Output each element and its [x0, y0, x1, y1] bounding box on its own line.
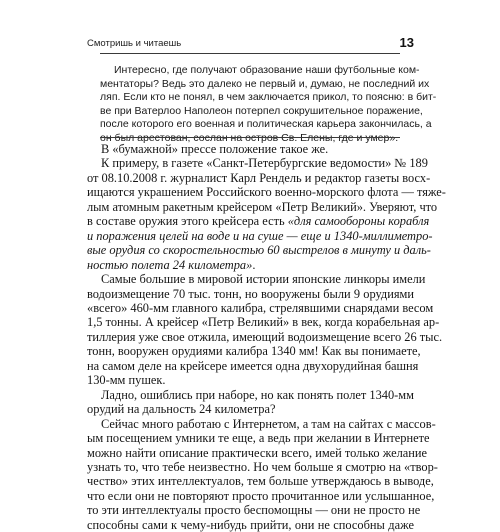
body-line [87, 228, 433, 243]
body-line: ищаются украшением Российского военно-морского флота — тяже- [87, 185, 446, 200]
body-line: то эти интеллектуалы просто беспомощны — они не просто не [87, 503, 421, 518]
body-line: В «бумажной» прессе положение такое же. [101, 142, 329, 156]
body-line: 130-мм пушек. [87, 373, 166, 388]
page-header [87, 36, 414, 52]
body-line: на самом деле на крейсере имеется одна двухорудийная башня [87, 358, 419, 373]
body-line: Сейчас много работаю с Интернетом, а там на сайтах с массов- [101, 416, 436, 431]
body-line-tail: . [252, 257, 256, 272]
quote-box-top-rule [100, 53, 400, 54]
body-line: тиллерия уже свое отжила, имеющий водоизмещение всего 26 тыс. [87, 329, 443, 344]
body-line-emphasis: «для самообороны корабля [287, 214, 430, 229]
page-number: 13 [399, 35, 414, 50]
body-line: способны сами к чему-нибудь прийти, они не способны даже [87, 517, 414, 532]
body-line: ым посещением умники те еще, а ведь при желании в Интернете [87, 431, 430, 446]
body-text [87, 142, 446, 532]
body-line: Самые большие в мировой истории японские линкоры имели [101, 272, 426, 287]
body-line: что если они не повторяют просто прочитанное или услышанное, [87, 488, 435, 503]
body-line: узнать то, что тебе неизвестно. Но чем больше я смотрю на «твор- [87, 459, 438, 474]
body-line: лым атомным ракетным крейсером «Петр Великий». Уверяют, что [87, 199, 438, 214]
body-line: 1,5 тонны. А крейсер «Петр Великий» в век, когда корабельная ар- [87, 315, 440, 330]
quote-line: после которого его военная и политическая карьера закончилась, а [100, 118, 432, 131]
quote-box-bottom-rule [100, 137, 400, 138]
body-line [87, 243, 431, 258]
quote-line: ментаторы? Ведь это далеко не первый и, думаю, не последний их [100, 77, 430, 90]
quote-box [100, 64, 437, 146]
quote-line: ляп. Если кто не понял, в чем заключается прикол, то поясню: в бит- [100, 91, 437, 104]
body-line: орудий на дальность 24 километра? [87, 402, 276, 417]
body-line: водоизмещение 70 тыс. тонн, но вооружены были 9 орудиями [87, 286, 414, 301]
body-line-plain: в составе оружия этого крейсера есть [87, 214, 288, 229]
body-line-emphasis: вые орудия со скоростельностью 60 выстрелов в минуту и даль- [87, 243, 431, 258]
body-line: К примеру, в газете «Санкт-Петербургские ведомости» № 189 [101, 156, 428, 171]
body-line-emphasis: и поражения целей на воде и на суше — еще и 1340-миллиметро- [87, 228, 433, 243]
body-line: «всего» 460-мм главного калибра, стрелявшими снарядами весом [87, 300, 434, 315]
body-line: тонн, вооружен орудиями калибра 1340 мм! Как вы понимаете, [87, 344, 421, 359]
quote-line: Интересно, где получают образование наши футбольные ком- [114, 64, 420, 76]
body-line: чество» этих интеллектуалов, тем больше утверждаюсь в выводе, [87, 474, 434, 489]
body-line-emphasis: ностью полета 24 километра» [87, 257, 253, 272]
body-line: от 08.10.2008 г. журналист Карл Рендель и редактор газеты восх- [87, 170, 431, 185]
body-line [87, 258, 414, 272]
running-head: Смотришь и читаешь [87, 38, 182, 49]
quote-line: ве при Ватерлоо Наполеон потерпел сокрушительное поражение, [100, 104, 423, 117]
body-line [87, 214, 430, 229]
body-line: Ладно, ошиблись при наборе, но как понять полет 1340-мм [101, 387, 414, 402]
body-line: можно найти описание практически всего, имей только желание [87, 445, 428, 460]
